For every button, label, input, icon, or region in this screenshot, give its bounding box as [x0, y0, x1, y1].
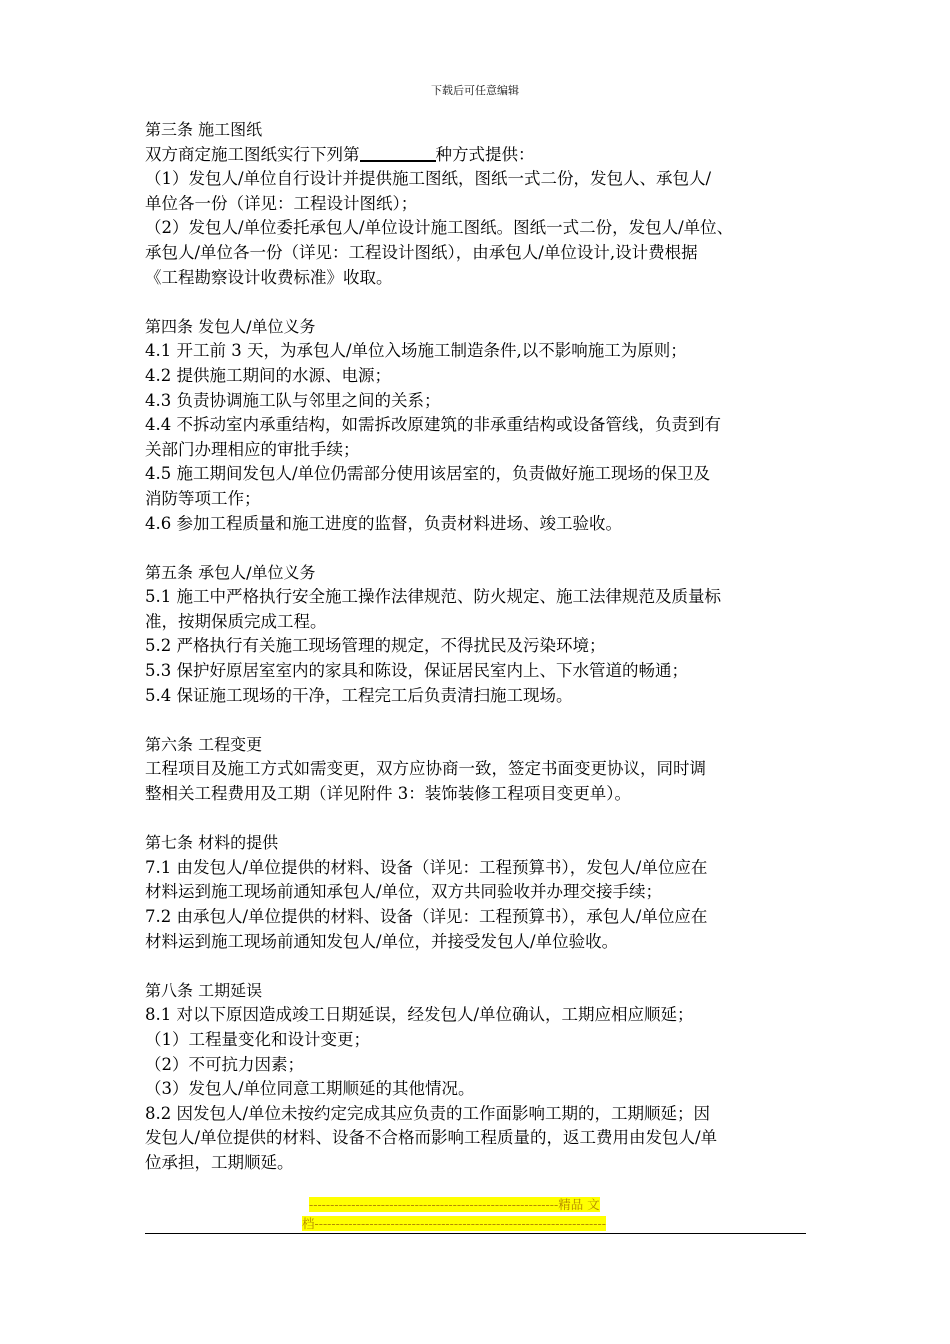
- body-line: 单位各一份（详见：工程设计图纸）；: [145, 193, 418, 213]
- section-gap: [145, 708, 810, 733]
- section-heading: 第三条 施工图纸: [145, 120, 263, 139]
- section-heading: 第六条 工程变更: [145, 734, 263, 754]
- section-heading: 第七条 材料的提供: [145, 833, 279, 853]
- body-line: 工程项目及施工方式如需变更，双方应协商一致，签定书面变更协议，同时调: [145, 759, 706, 779]
- body-line: 4.1 开工前 3 天，为承包人/单位入场施工制造条件,以不影响施工为原则；: [145, 341, 687, 361]
- body-line: 4.6 参加工程质量和施工进度的监督，负责材料进场、竣工验收。: [145, 513, 622, 533]
- section-heading: 第五条 承包人/单位义务: [145, 562, 316, 582]
- body-line: （2）不可抗力因素；: [145, 1054, 304, 1074]
- body-line: 4.5 施工期间发包人/单位仍需部分使用该居室的，负责做好施工现场的保卫及: [145, 464, 711, 484]
- body-line: 承包人/单位各一份（详见：工程设计图纸），由承包人/单位设计,设计费根据: [145, 242, 698, 262]
- footer-watermark-line-2: [302, 1214, 647, 1233]
- body-line: 4.2 提供施工期间的水源、电源；: [145, 365, 391, 385]
- body-line: 7.1 由发包人/单位提供的材料、设备（详见：工程预算书），发包人/单位应在: [145, 857, 708, 877]
- body-line: 4.4 不拆动室内承重结构，如需拆改原建筑的非承重结构或设备管线，负责到有: [145, 415, 721, 435]
- body-line: （2）发包人/单位委托承包人/单位设计施工图纸。图纸一式二份，发包人/单位、: [145, 218, 734, 238]
- body-line: （3）发包人/单位同意工期顺延的其他情况。: [145, 1079, 475, 1099]
- body-line: 准，按期保质完成工程。: [145, 611, 327, 631]
- body-line: （1）工程量变化和设计变更；: [145, 1029, 370, 1049]
- section-gap: [145, 290, 810, 315]
- section-heading: 第四条 发包人/单位义务: [145, 316, 316, 336]
- footer-rule: [145, 1233, 806, 1234]
- line-text-before-blank: 双方商定施工图纸实行下列第: [145, 144, 360, 164]
- body-line: 整相关工程费用及工期（详见附件 3：装饰装修工程项目变更单）。: [145, 784, 631, 804]
- section-heading: 第八条 工期延误: [145, 980, 263, 1000]
- body-line: 5.3 保护好原居室室内的家具和陈设，保证居民室内上、下水管道的畅通；: [145, 661, 688, 681]
- body-line: 4.3 负责协调施工队与邻里之间的关系；: [145, 390, 441, 410]
- body-line-with-blank: [145, 143, 810, 168]
- body-line: 8.1 对以下原因造成竣工日期延误，经发包人/单位确认，工期应相应顺延；: [145, 1005, 694, 1025]
- body-line: 发包人/单位提供的材料、设备不合格而影响工程质量的，返工费用由发包人/单: [145, 1128, 718, 1148]
- fill-in-blank: [360, 144, 436, 162]
- document-body: [145, 118, 810, 1176]
- body-line: 《工程勘察设计收费标准》收取。: [145, 267, 393, 287]
- body-line: 关部门办理相应的审批手续；: [145, 439, 360, 459]
- line-text-after-blank: 种方式提供：: [435, 144, 535, 164]
- footer-watermark-line-1: [309, 1195, 654, 1214]
- section-gap: [145, 807, 810, 832]
- body-line: 8.2 因发包人/单位未按约定完成其应负责的工作面影响工期的，工期顺延；因: [145, 1103, 711, 1123]
- body-line: 材料运到施工现场前通知发包人/单位，并接受发包人/单位验收。: [145, 931, 619, 951]
- body-line: 消防等项工作；: [145, 488, 261, 508]
- body-line: 5.1 施工中严格执行安全施工操作法律规范、防火规定、施工法律规范及质量标: [145, 587, 721, 607]
- body-line: 7.2 由承包人/单位提供的材料、设备（详见：工程预算书），承包人/单位应在: [145, 907, 708, 926]
- footer-watermark-text-1: -----------------------------------------------------------精品 文: [309, 1197, 600, 1212]
- body-line: 位承担，工期顺延。: [145, 1152, 294, 1172]
- body-line: 5.2 严格执行有关施工现场管理的规定，不得扰民及污染环境；: [145, 636, 606, 656]
- section-gap: [145, 954, 810, 979]
- footer-watermark-text-2: 档---------------------------------------------------------------------: [302, 1216, 606, 1231]
- page-header: 下载后可任意编辑: [431, 84, 519, 97]
- section-gap: [145, 536, 810, 561]
- body-line: （1）发包人/单位自行设计并提供施工图纸，图纸一式二份，发包人、承包人/: [145, 169, 712, 189]
- body-line: 材料运到施工现场前通知承包人/单位，双方共同验收并办理交接手续；: [145, 882, 663, 902]
- body-line: 5.4 保证施工现场的干净，工程完工后负责清扫施工现场。: [145, 685, 573, 705]
